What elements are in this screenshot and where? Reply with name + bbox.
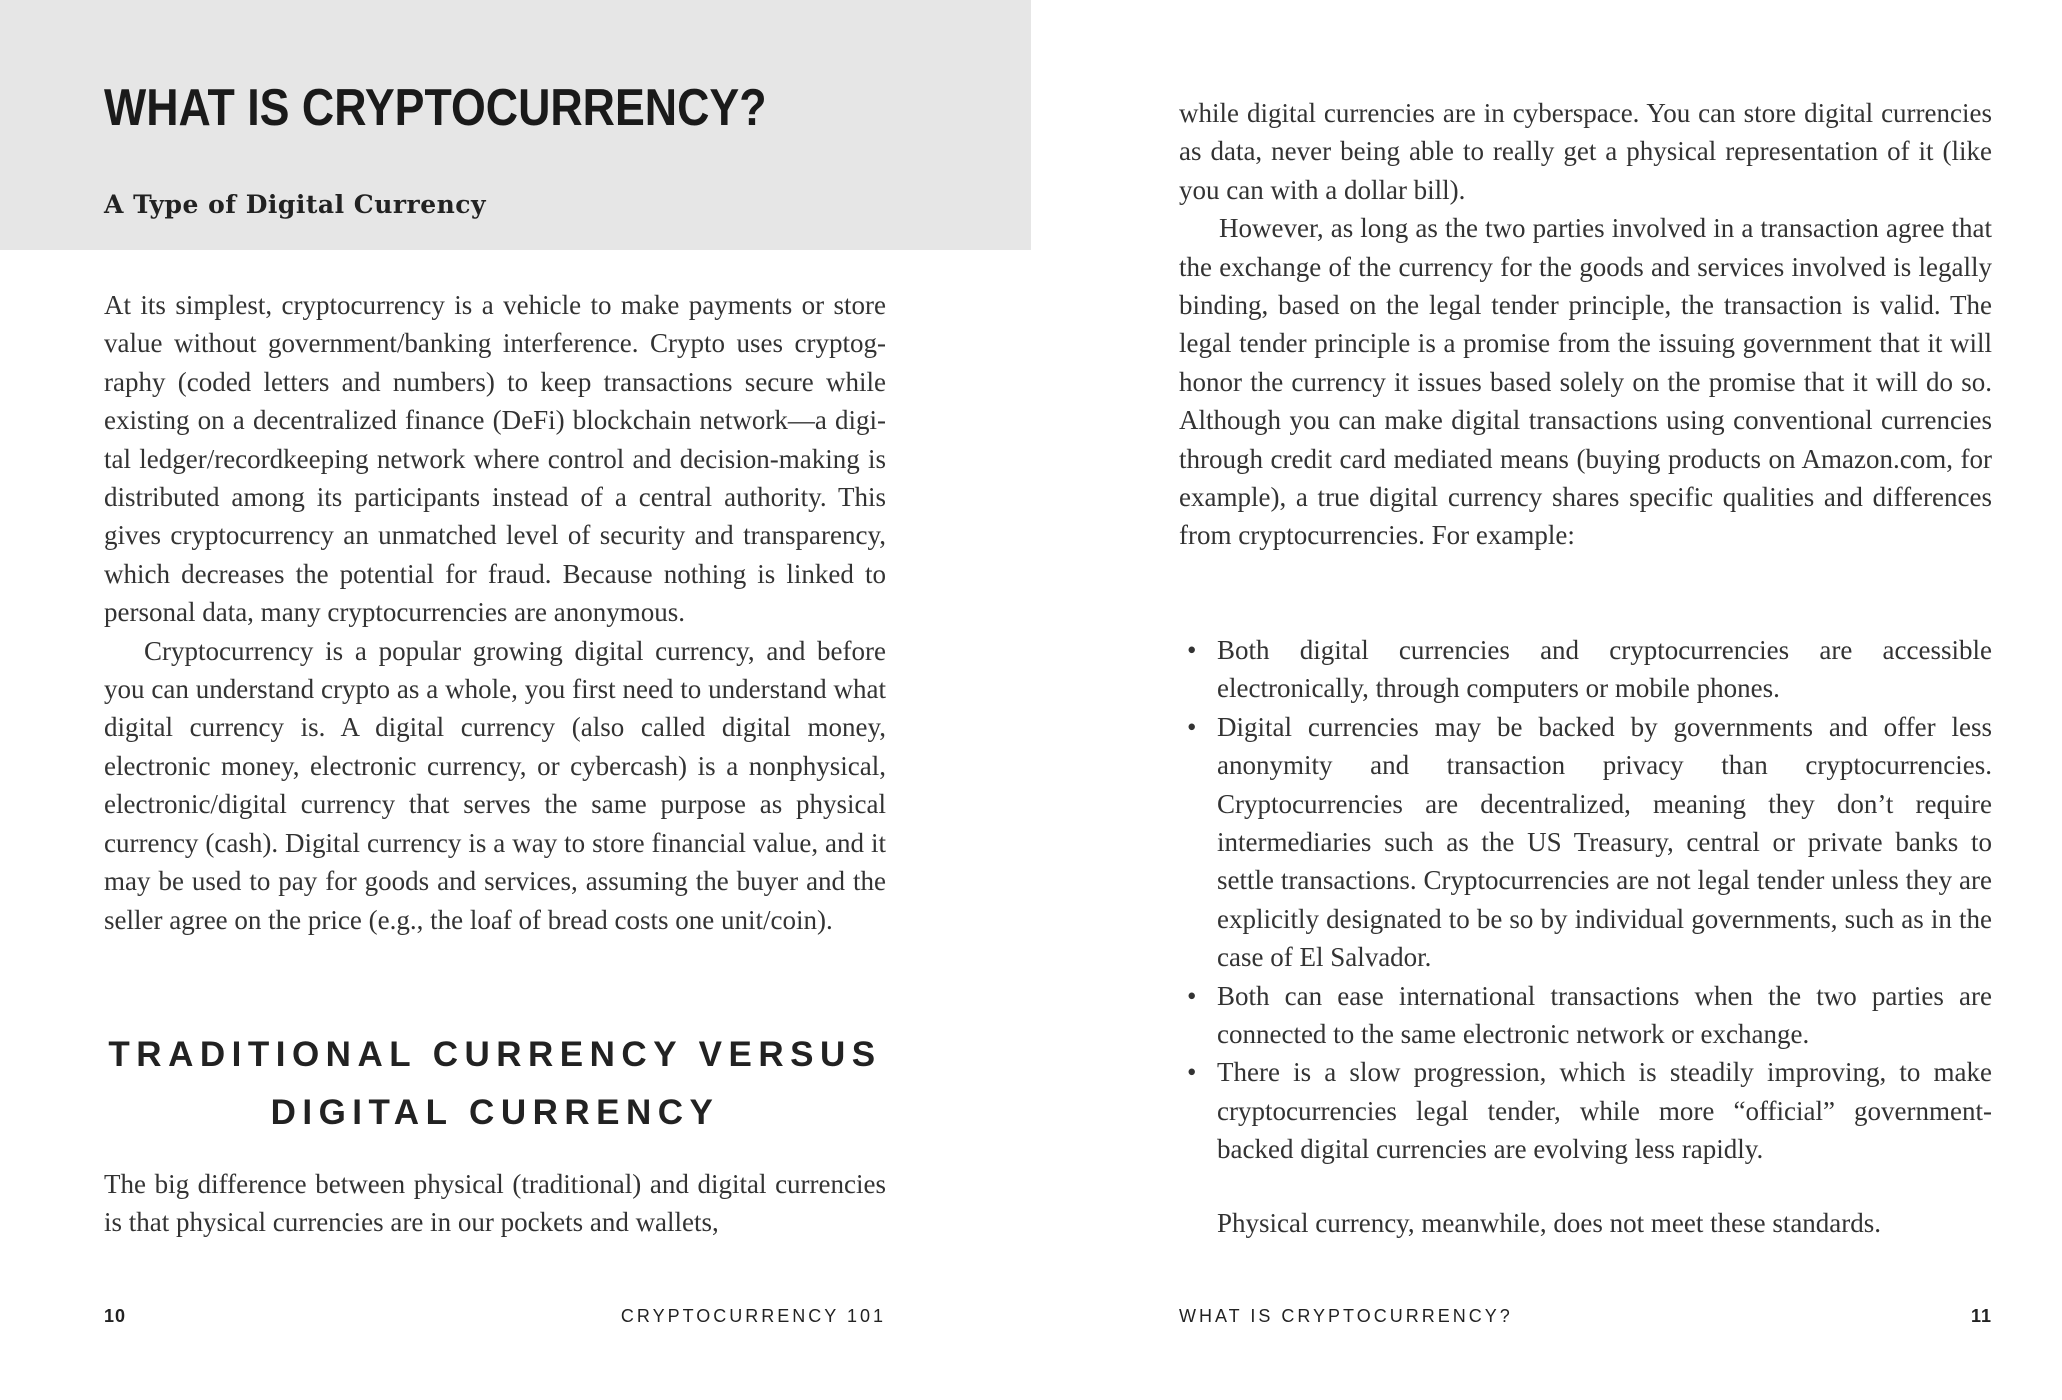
chapter-title: WHAT IS CRYPTOCURRENCY? [104, 79, 767, 137]
section-body [104, 1165, 886, 1242]
page-number: 10 [104, 1306, 127, 1326]
chapter-subtitle: A Type of Digital Currency [104, 190, 487, 219]
bullet-icon: • [1187, 980, 1197, 1011]
bullet-list [1179, 631, 1992, 1169]
list-item-text: Both digital currencies and cryptocurrencies are accessible electronically, through computers or mobile phones. [1217, 635, 1992, 704]
bullet-icon: • [1187, 711, 1197, 742]
list-item [1179, 708, 1992, 977]
body-paragraph: The big difference between physical (traditional) and digital currencies is that physical currencies are in our pockets and wallets, [104, 1169, 886, 1238]
right-page [1031, 0, 2062, 1400]
closing-paragraph: Physical currency, meanwhile, does not meet these standards. [1217, 1208, 1882, 1238]
right-body [1179, 94, 1992, 555]
list-item [1179, 1053, 1992, 1168]
list-item-text: Digital currencies may be backed by governments and offer less anonymity and transaction privacy than cryptocurrencies. Cryptocurrencies are decentralized, meaning they don’t require intermediaries such as the US Treasury, central or private banks to settle transactions. Cryptocurrencies are not legal tender unless they are explicitly designated to be so by individual governments, such as in the case of El Salvador. [1217, 711, 1992, 973]
running-head: CRYPTOCURRENCY 101 [620, 1306, 886, 1326]
body-paragraph: At its simplest, cryptocurrency is a vehicle to make payments or store value without government/banking interference. Crypto uses cryptography (coded letters and numbers) to keep transactions secure while existing on a decentralized finance (DeFi) blockchain network—a digital ledger/recordkeeping network where control and decision-making is distributed among its participants instead of a central authority. This gives cryptocurrency an unmatched level of security and transparency, which decreases the potential for fraud. Because nothing is linked to personal data, many cryptocurrencies are anonymous. [104, 290, 886, 628]
body-paragraph: Cryptocurrency is a popular growing digital currency, and before you can understand crypto as a whole, you first need to understand what digital currency is. A digital currency (also called digital money, electronic money, electronic currency, or cybercash) is a nonphysical, electronic/digital currency that serves the same purpose as physical currency (cash). Digital currency is a way to store financial value, and it may be used to pay for goods and services, assuming the buyer and the seller agree on the price (e.g., the loaf of bread costs one unit/coin). [104, 635, 886, 935]
list-item-text: There is a slow progression, which is steadily improving, to make cryptocurrencies legal tender, while more “official” government-backed digital currencies are evolving less rapidly. [1217, 1057, 1992, 1165]
left-body [104, 286, 886, 939]
bullet-icon: • [1187, 635, 1197, 665]
list-item [1179, 977, 1992, 1054]
body-paragraph: However, as long as the two parties involved in a transaction agree that the exchange of the currency for the goods and services involved is legally binding, based on the legal tender principle, the transaction is valid. The legal tender principle is a promise from the issuing government that it will honor the currency it issues based solely on the promise that it will do so. Although you can make digital transactions using conventional currencies through credit card mediated means (buying products on Amazon.com, for example), a true digital currency shares specific qualities and differences from cryptocurrencies. For example: [1179, 213, 1992, 551]
list-item [1179, 631, 1992, 708]
running-head: WHAT IS CRYPTOCURRENCY? [1179, 1306, 1513, 1326]
list-item-text: Both can ease international transactions when the two parties are connected to the same electronic network or exchange. [1217, 980, 1992, 1050]
body-paragraph: while digital currencies are in cyberspace. You can store digital currencies as data, never being able to really get a physical representation of it (like you can with a dollar bill). [1179, 98, 1992, 205]
page-number: 11 [1970, 1306, 1992, 1326]
section-heading: TRADITIONAL CURRENCY VERSUS DIGITAL CURRENCY [108, 1035, 882, 1132]
bullet-icon: • [1187, 1057, 1197, 1088]
